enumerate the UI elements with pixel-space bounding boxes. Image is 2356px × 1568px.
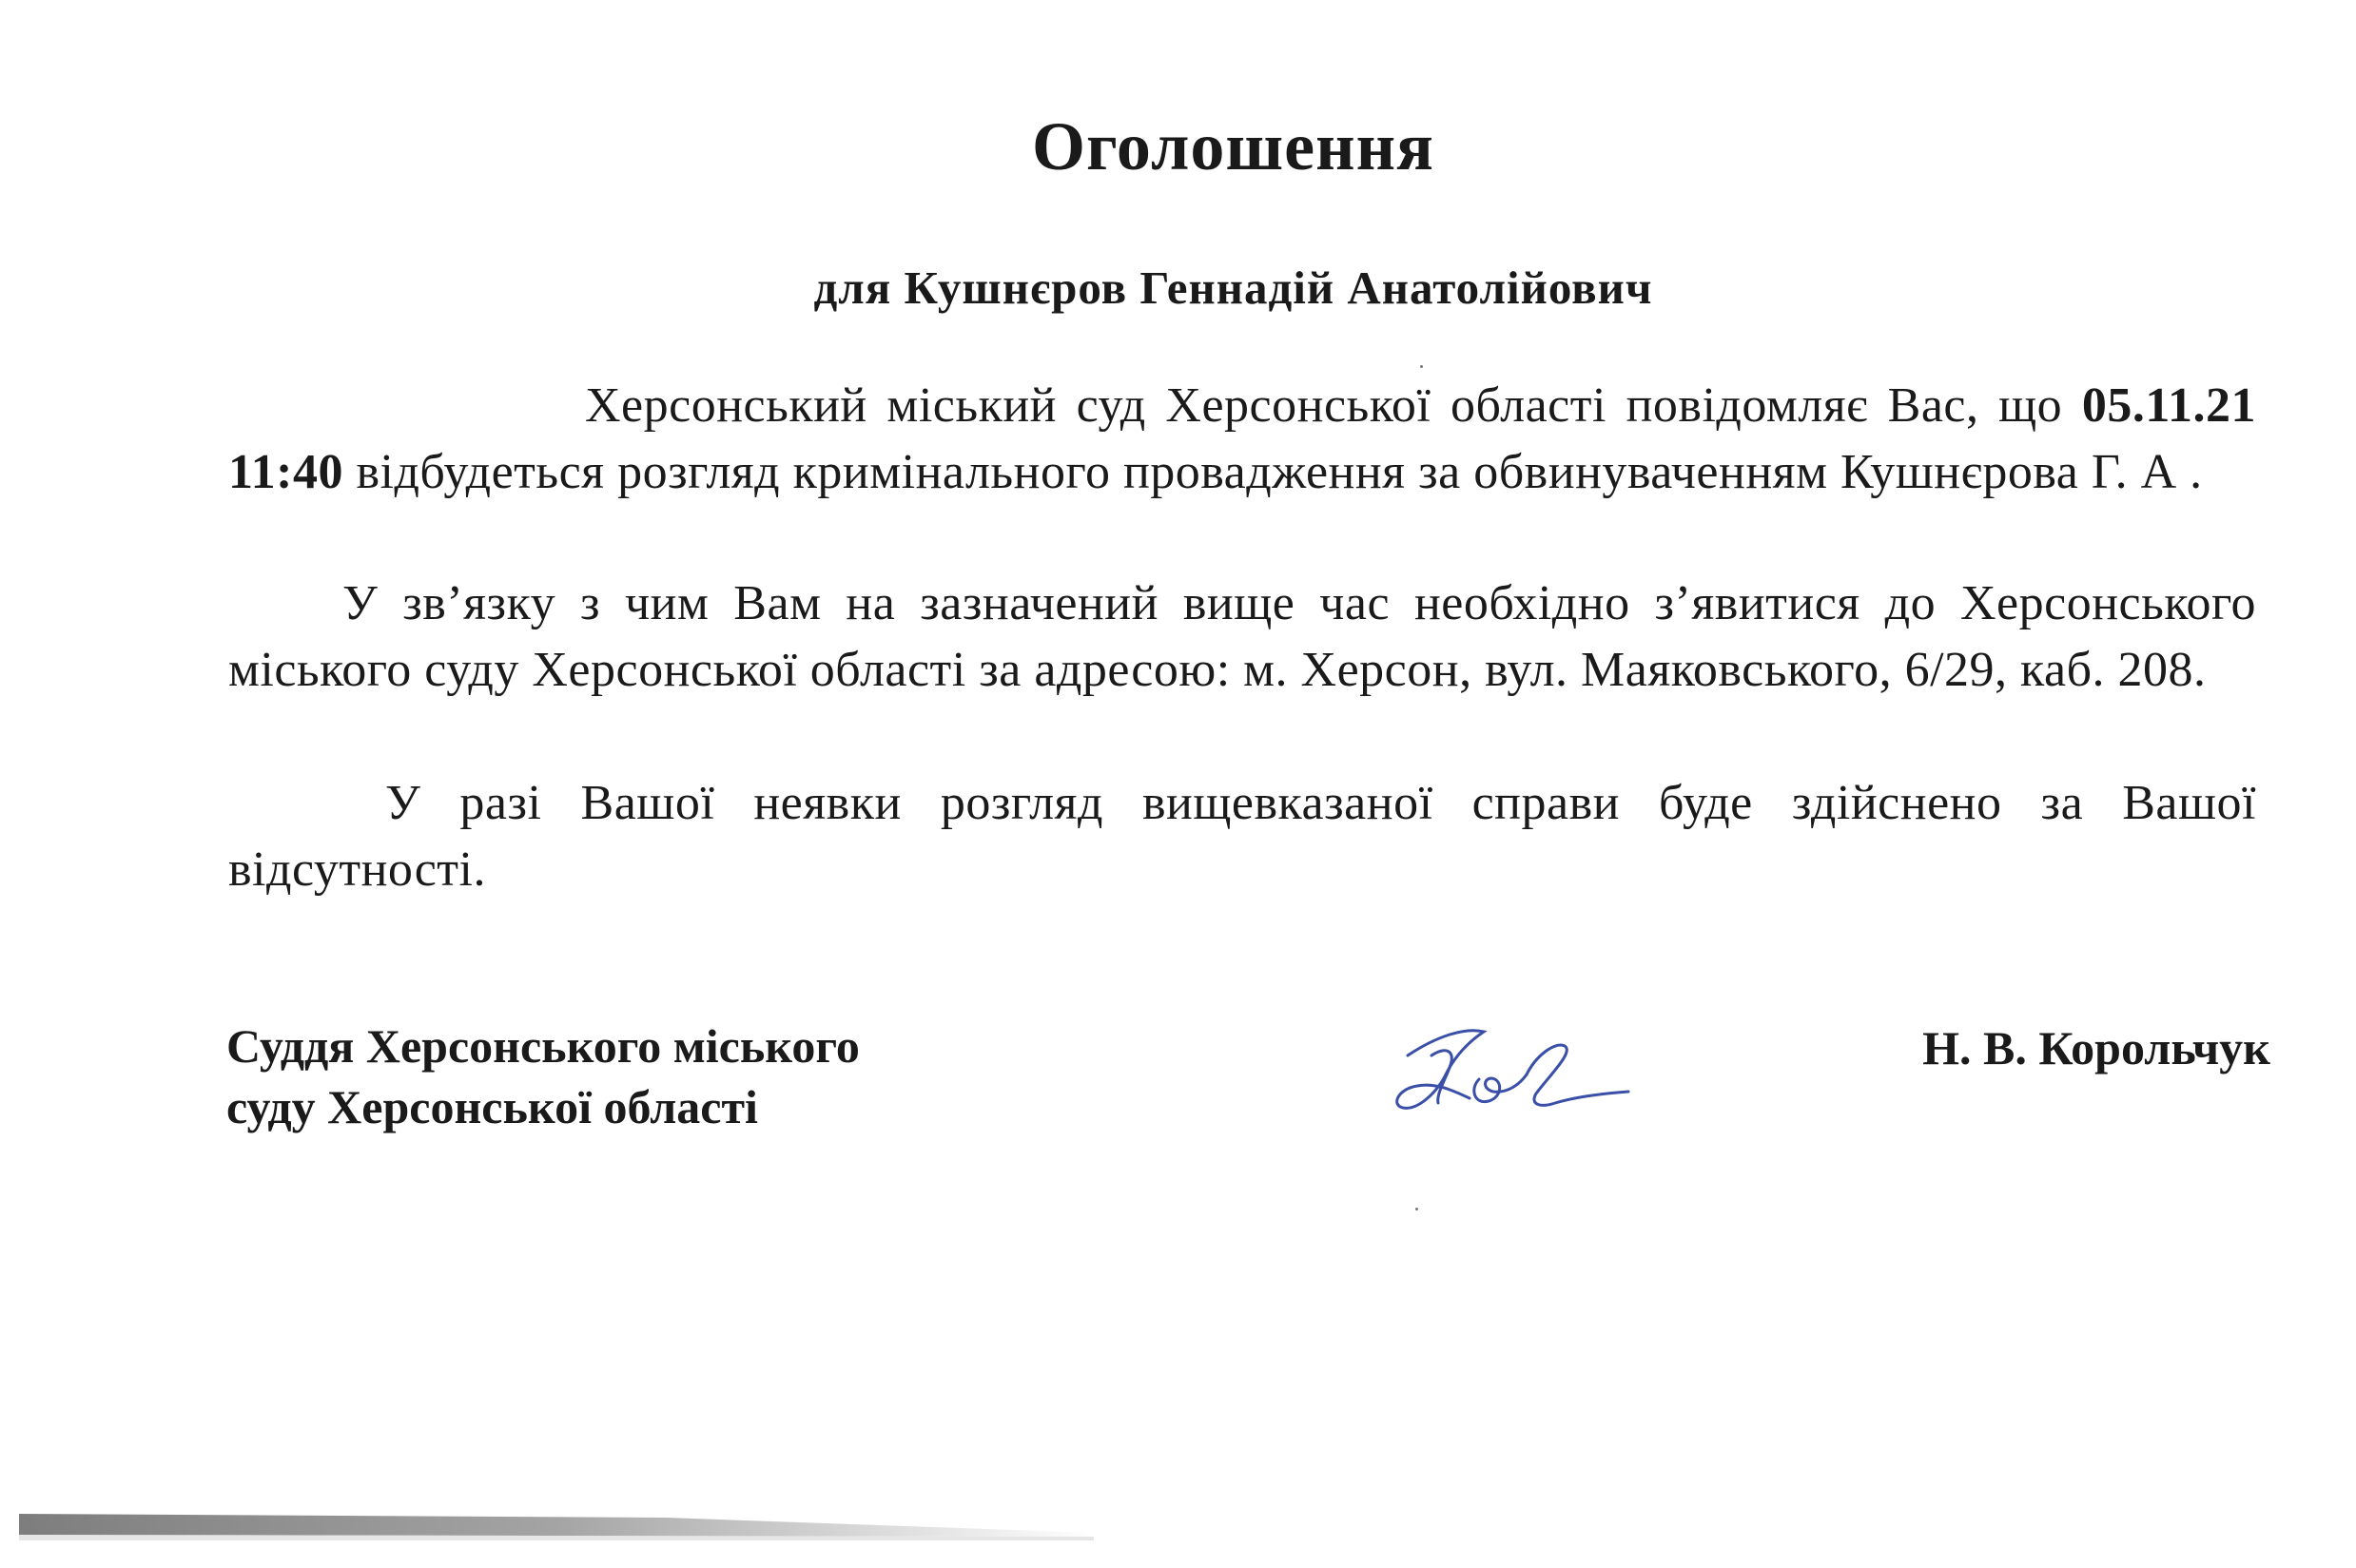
judge-position <box>226 1016 860 1137</box>
judge-position-line-2: суду Херсонської області <box>226 1080 758 1133</box>
scan-speck <box>1415 1208 1418 1210</box>
paragraph-absence-warning: У разі Вашої неявки розгляд вищевказаної справи буде здійснено за Вашої відсутності. <box>228 776 2256 897</box>
paragraph-1-lead: Херсонський міський суд Херсонської області повідомляє Вас, що <box>585 378 2063 433</box>
judge-position-line-1: Суддя Херсонського міського <box>226 1019 860 1073</box>
paragraph-1-rest: відбудеться розгляд кримінального провадження за обвинуваченням Кушнєрова Г. А . <box>356 445 2203 499</box>
scan-speck <box>1420 365 1423 368</box>
handwritten-signature <box>1379 998 1636 1132</box>
scan-edge-shadow <box>0 1512 2356 1550</box>
recipient-line <box>0 261 2356 314</box>
recipient-text: для Кушнєров Геннадій Анатолійович <box>813 261 1653 314</box>
paragraph-hearing-notice <box>228 373 2256 506</box>
paragraph-appearance-instruction: У зв’язку з чим Вам на зазначений вище час необхідно з’явитися до Херсонського міського суду Херсонської області за адресою: м. Херсон, вул. Маяковського, 6/29, каб. 208. <box>228 576 2256 697</box>
document-title-text: Оголошення <box>1031 108 1434 184</box>
document-title <box>0 108 2356 184</box>
judge-name: Н. В. Корольчук <box>1922 1021 2270 1074</box>
hearing-datetime: 05.11.21 11:40 <box>228 378 2256 499</box>
